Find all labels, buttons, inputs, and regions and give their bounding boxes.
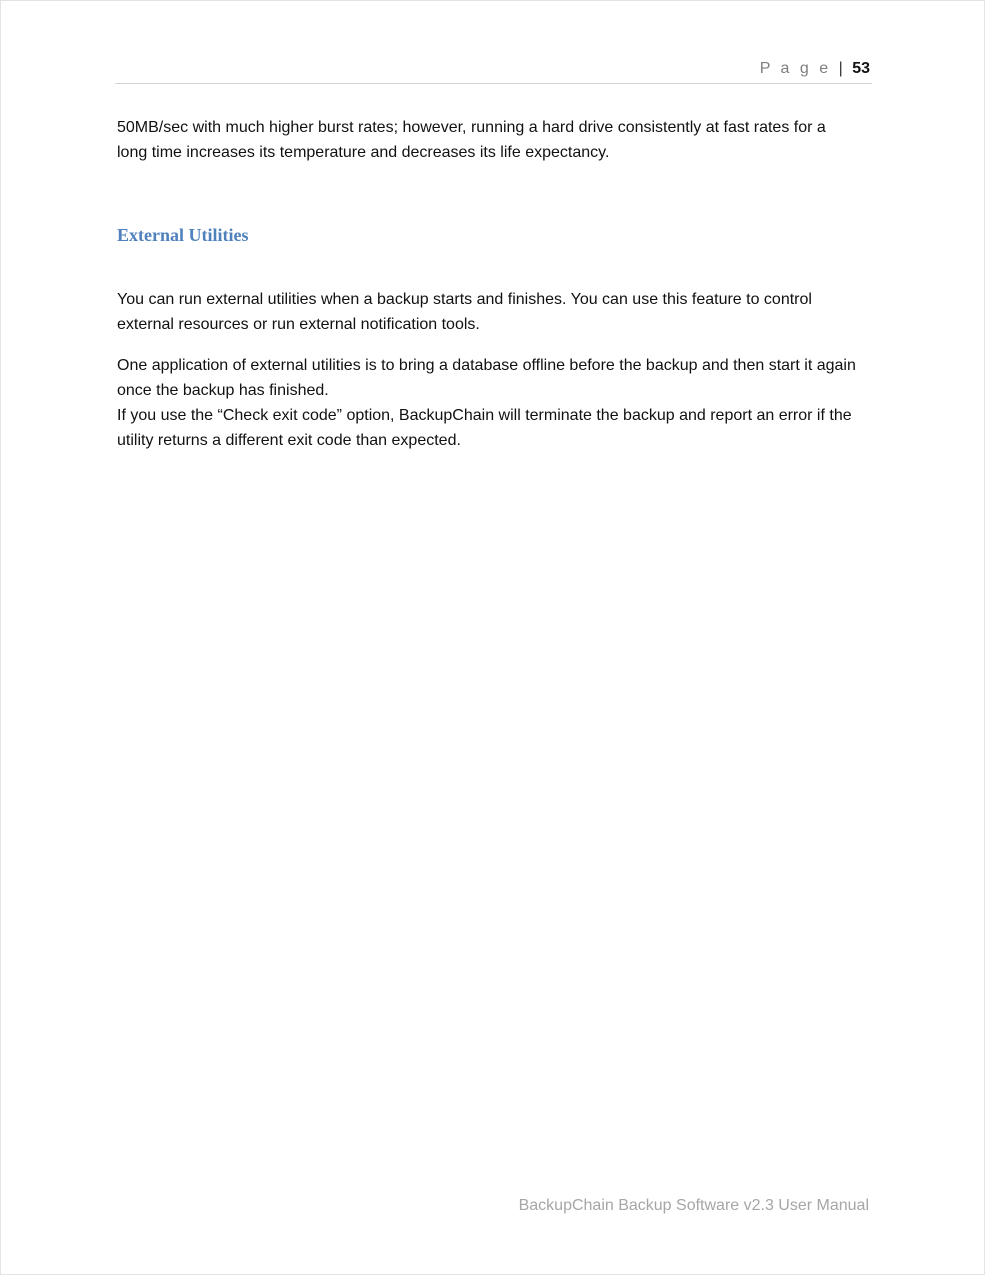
paragraph-intro: 50MB/sec with much higher burst rates; however, running a hard drive consistently at fast rates for a long time increases its temperature and decreases its life expectancy. bbox=[117, 119, 826, 161]
page-number: 53 bbox=[852, 60, 870, 77]
paragraph-exit-code: If you use the “Check exit code” option, BackupChain will terminate the backup and report an error if the utility returns a different exit code than expected. bbox=[117, 407, 852, 449]
page-content bbox=[117, 115, 857, 453]
page-footer: BackupChain Backup Software v2.3 User Manual bbox=[518, 1197, 869, 1214]
page-header bbox=[115, 59, 872, 84]
page-number-area bbox=[760, 59, 870, 79]
section-title: External Utilities bbox=[117, 225, 249, 245]
paragraph-run-utilities: You can run external utilities when a backup starts and finishes. You can use this feature to control external resources or run external notification tools. bbox=[117, 291, 812, 333]
page-separator: | bbox=[838, 60, 843, 77]
page-label: P a g e bbox=[759, 60, 832, 77]
paragraph-database-example: One application of external utilities is to bring a database offline before the backup and then start it again once the backup has finished. bbox=[117, 357, 856, 399]
